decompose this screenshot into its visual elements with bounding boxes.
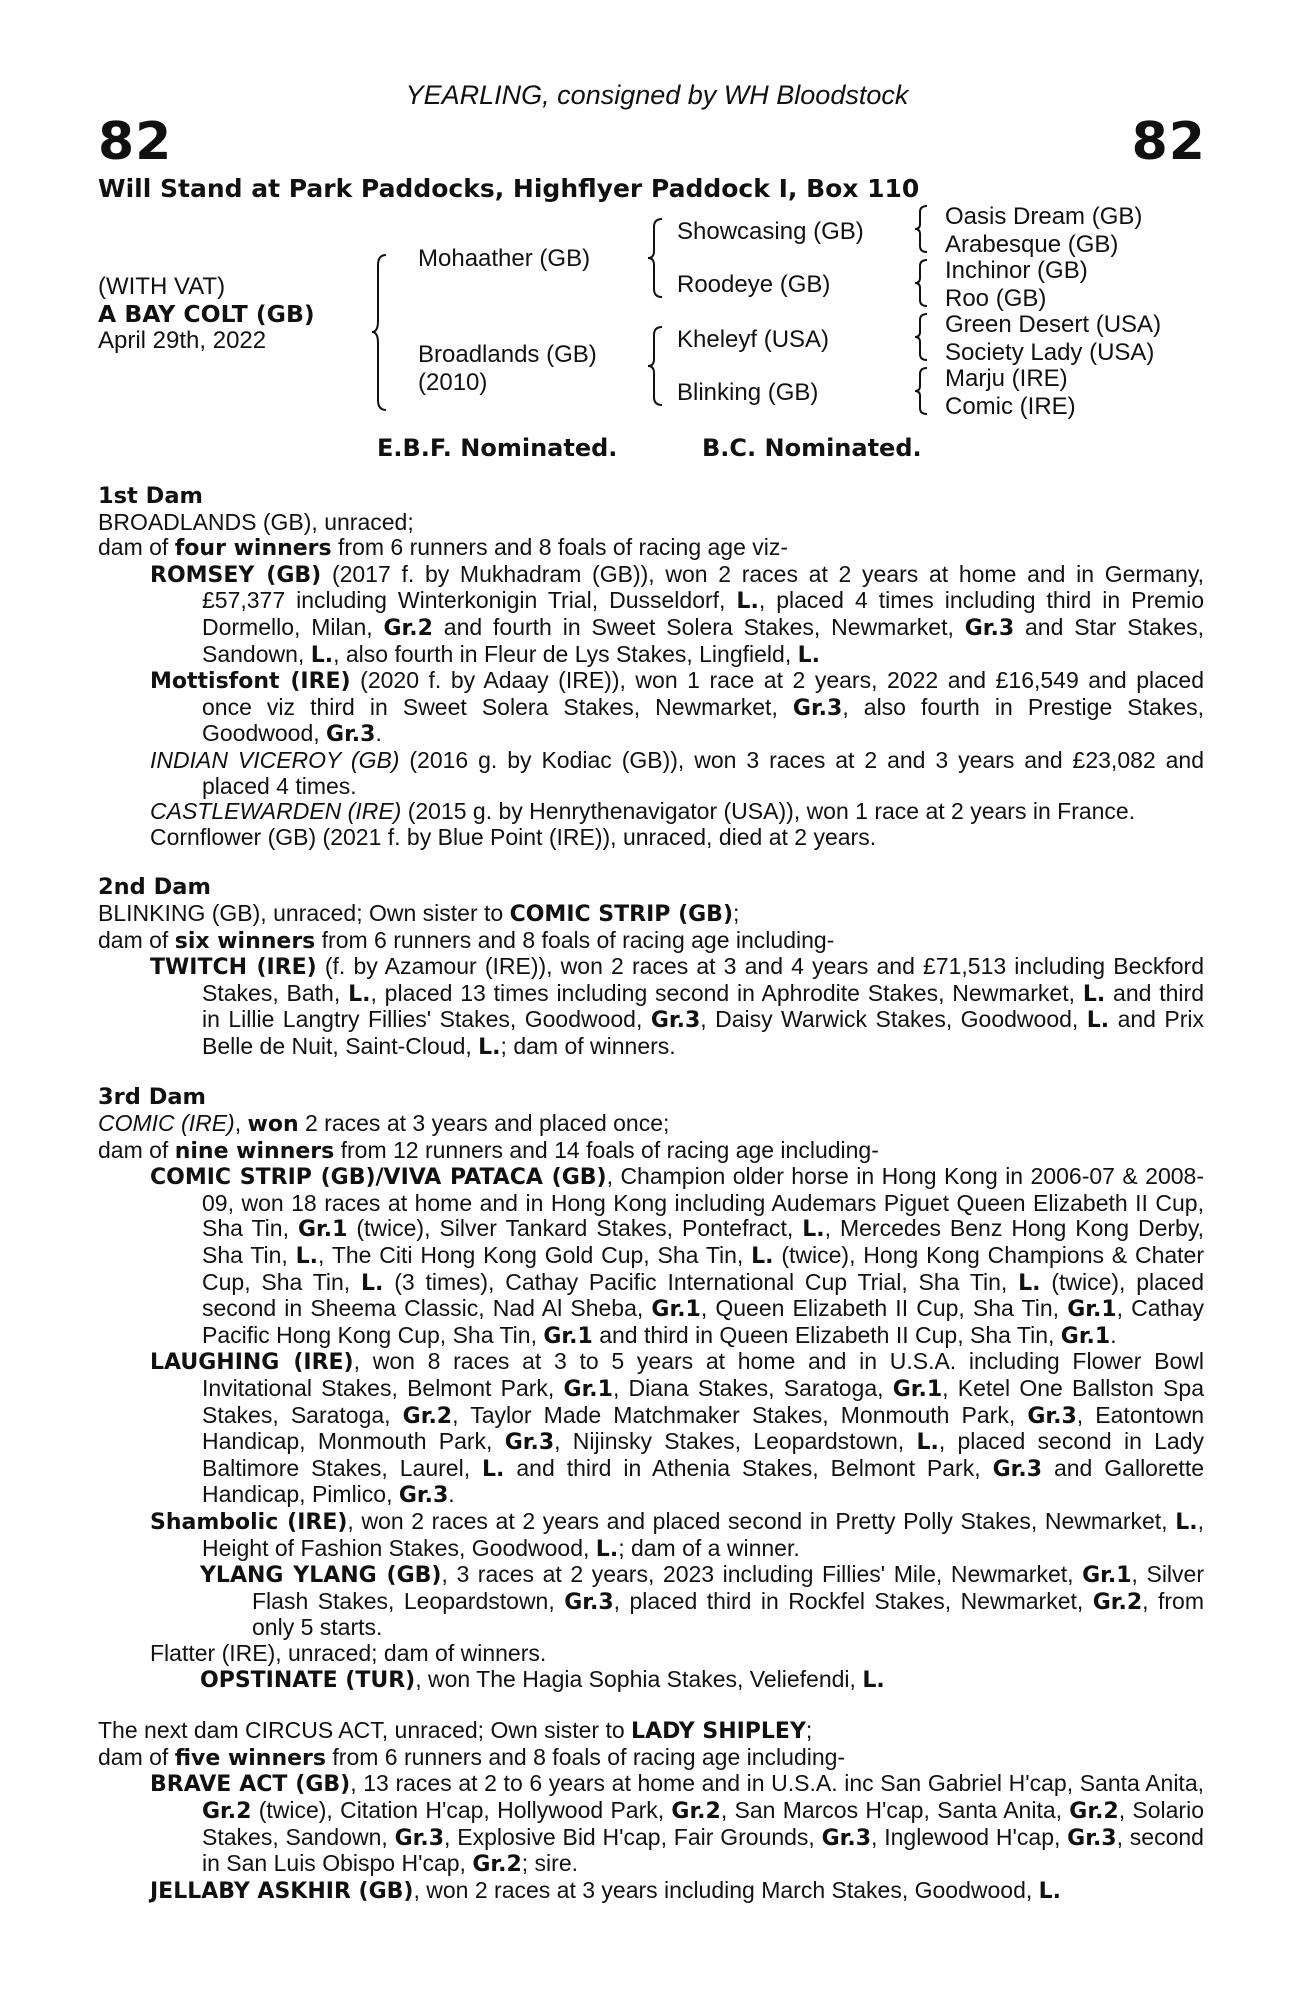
lot-number-left: 82 (98, 112, 173, 172)
text: , 13 races at 2 to 6 years at home and in U.S.A. inc San Gabriel H'cap, Santa Anita, (350, 1770, 1204, 1797)
second-dam-line1 (98, 901, 1204, 928)
text: , 3 races at 2 years, 2023 including Fillies' Mile, Newmarket, (441, 1561, 1083, 1588)
text: , second in San Luis Obispo H'cap, (202, 1823, 1204, 1877)
grade: Gr.1 (1067, 1297, 1117, 1323)
grade: L. (802, 1217, 825, 1243)
third-dam-heading: 3rd Dam (98, 1084, 206, 1111)
text: (f. by Azamour (IRE)), won 2 races at 3 and 4 years and £71,513 including Beckford Stakes, Bath, (202, 953, 1205, 1006)
horse-name: ROMSEY (GB) (150, 562, 322, 588)
text: ; (805, 1717, 813, 1744)
bracket-g4 (915, 368, 931, 414)
text: , Queen Elizabeth II Cup, Sha Tin, (700, 1295, 1068, 1322)
text: , Cathay Pacific Hong Kong Cup, Sha Tin, (202, 1295, 1205, 1348)
produce-entry (150, 1771, 1204, 1877)
text: dam of (98, 926, 175, 953)
bracket-g1 (915, 206, 931, 252)
text: (twice), Silver Tankard Stakes, Pontefract, (347, 1215, 803, 1242)
text: from 12 runners and 14 foals of racing age including- (334, 1136, 879, 1163)
text: , Taylor Made Matchmaker Stakes, Monmouth Park, (452, 1401, 1028, 1428)
grand-produce-entry (200, 1562, 1204, 1641)
grade: L. (797, 642, 820, 668)
grade: Gr.3 (394, 1825, 445, 1851)
text: (twice), Hong Kong Champions & Chater Cup, Sha Tin, (202, 1242, 1205, 1295)
text: , placed 4 times including third in Premio Dormello, Milan, (202, 587, 1204, 640)
third-dam-line1 (98, 1111, 1204, 1138)
text: from 6 runners and 8 foals of racing age including- (326, 1743, 846, 1770)
horse-name: OPSTINATE (TUR) (200, 1667, 416, 1693)
second-dam-section (98, 875, 1204, 1060)
grade: L. (595, 1536, 619, 1562)
text: (3 times), Cathay Pacific International Cup Trial, Sha Tin, (383, 1268, 1019, 1295)
grade: L. (916, 1430, 939, 1456)
catalogue-body (98, 484, 1204, 1904)
horse-name: JELLABY ASKHIR (GB) (150, 1878, 414, 1904)
produce-entry (150, 748, 1204, 799)
grade: Gr.3 (1067, 1825, 1117, 1851)
grade: L. (295, 1244, 319, 1270)
text: , Mercedes Benz Hong Kong Derby, Sha Tin, (202, 1215, 1204, 1269)
gg-arabesque: Arabesque (GB) (945, 231, 1119, 258)
text: , Inglewood H'cap, (871, 1823, 1068, 1850)
produce-entry (150, 954, 1204, 1060)
horse-name: A BAY COLT (GB) (98, 300, 315, 328)
text: , (234, 1110, 248, 1137)
grade: Gr.1 (297, 1217, 348, 1243)
gg-society-lady: Society Lady (USA) (945, 339, 1155, 366)
gg-marju: Marju (IRE) (945, 365, 1068, 392)
grade: L. (482, 1456, 505, 1482)
won-label: won (247, 1112, 299, 1138)
horse-name: Mottisfont (IRE) (150, 669, 351, 695)
dam: Broadlands (GB) (418, 341, 597, 368)
text: , won 2 races at 3 years including March Stakes, Goodwood, (413, 1876, 1039, 1903)
produce-entry (150, 1164, 1204, 1349)
text: , Ketel One Ballston Spa Stakes, Saratoga, (202, 1375, 1204, 1428)
grade: L. (1086, 1008, 1110, 1034)
gg-comic: Comic (IRE) (945, 393, 1076, 420)
sire-sire: Showcasing (GB) (677, 218, 864, 245)
text: . (1110, 1321, 1117, 1348)
sire: Mohaather (GB) (418, 245, 591, 272)
horse-name: INDIAN VICEROY (GB) (150, 746, 400, 773)
grade: Gr.1 (1060, 1323, 1111, 1349)
text: and Star Stakes, Sandown, (202, 613, 1204, 667)
text: , placed 13 times including second in Aphrodite Stakes, Newmarket, (370, 979, 1083, 1006)
text: and Prix Belle de Nuit, Saint-Cloud, (202, 1006, 1204, 1059)
text: and fourth in Sweet Solera Stakes, Newmarket, (432, 613, 965, 640)
winners-count: six winners (174, 928, 316, 954)
gg-oasis-dream: Oasis Dream (GB) (945, 203, 1143, 230)
text: dam of (98, 1136, 175, 1163)
text: 2 races at 3 years and placed once; (298, 1110, 670, 1137)
sibling-name: COMIC STRIP (GB) (509, 901, 734, 927)
sire-dam: Roodeye (GB) (677, 271, 831, 298)
grade: Gr.1 (563, 1377, 613, 1402)
ebf-nomination: E.B.F. Nominated. (377, 434, 618, 462)
grade: Gr.2 (1092, 1589, 1143, 1615)
text: and Gallorette Handicap, Pimlico, (202, 1454, 1204, 1508)
next-dam-line1 (98, 1718, 1204, 1745)
grade: Gr.2 (402, 1403, 453, 1429)
grade: L. (348, 981, 371, 1007)
grade: L. (310, 642, 334, 668)
grade: Gr.2 (383, 615, 433, 641)
text: ; (733, 899, 740, 926)
produce-entry: Flatter (IRE), unraced; dam of winners. (150, 1639, 547, 1666)
consignment-line: YEARLING, consigned by WH Bloodstock (405, 80, 909, 110)
text: (twice), Citation H'cap, Hollywood Park, (251, 1796, 672, 1823)
text: , won 8 races at 3 to 5 years at home and in U.S.A. including Flower Bowl Invitational Stakes, Belmont Park, (202, 1348, 1204, 1401)
dam-name: COMIC (IRE) (98, 1110, 235, 1137)
text: , won 2 races at 2 years and placed second in Pretty Polly Stakes, Newmarket, (347, 1507, 1176, 1534)
horse-name: TWITCH (IRE) (150, 955, 317, 981)
first-dam-line2 (98, 535, 1204, 562)
text: and third in Queen Elizabeth II Cup, Sha Tin, (592, 1321, 1061, 1348)
text: , San Marcos H'cap, Santa Anita, (720, 1796, 1070, 1823)
text: . (375, 720, 382, 747)
text: . (448, 1481, 455, 1508)
text: (2020 f. by Adaay (IRE)), won 1 race at 2 years, 2022 and £16,549 and placed once viz third in Sweet Solera Stakes, Newmarket, (202, 667, 1204, 720)
text: (2016 g. by Kodiac (GB)), won 3 races at 2 and 3 years and £23,082 and placed 4 times. (202, 746, 1204, 799)
grade: L. (1082, 981, 1106, 1007)
bc-nomination: B.C. Nominated. (702, 434, 922, 462)
third-dam-line2 (98, 1138, 1204, 1165)
text: ; sire. (521, 1850, 578, 1877)
produce-entry (150, 799, 1204, 825)
text: , Nijinsky Stakes, Leopardstown, (554, 1428, 917, 1455)
text: , Height of Fashion Stakes, Goodwood, (202, 1507, 1204, 1561)
text: BLINKING (GB), unraced; Own sister to (98, 899, 510, 926)
dam-year: (2010) (418, 369, 488, 396)
horse-name: CASTLEWARDEN (IRE) (150, 798, 402, 825)
second-dam-heading: 2nd Dam (98, 874, 211, 901)
text: (2015 g. by Henrythenavigator (USA)), won 1 race at 2 years in France. (401, 798, 1136, 825)
text: , Champion older horse in Hong Kong in 2006-07 & 2008-09, won 18 races at home and in Hong Kong including Audemars Piguet Queen Elizabeth II Cup, Sha Tin, (202, 1163, 1204, 1242)
horse-name: BRAVE ACT (GB) (150, 1772, 351, 1798)
bracket-dam (648, 327, 668, 405)
text: from 6 runners and 8 foals of racing age viz- (331, 534, 789, 561)
gg-green-desert: Green Desert (USA) (945, 311, 1162, 338)
grade: Gr.3 (504, 1430, 555, 1456)
bracket-g3 (915, 314, 931, 360)
winners-count: four winners (174, 536, 332, 562)
first-dam-line1: BROADLANDS (GB), unraced; (98, 508, 414, 535)
grade: L. (1038, 1878, 1062, 1904)
grade: Gr.3 (1027, 1403, 1077, 1429)
grade: Gr.3 (650, 1008, 701, 1034)
grade: Gr.2 (472, 1852, 522, 1878)
grade: L. (1018, 1270, 1041, 1296)
produce-entry (150, 1878, 1204, 1905)
text: , Daisy Warwick Stakes, Goodwood, (700, 1006, 1087, 1033)
winners-count: five winners (174, 1745, 327, 1771)
next-dam-line2 (98, 1745, 1204, 1772)
lot-number-right: 82 (1131, 112, 1206, 172)
grade: L. (751, 1244, 774, 1270)
first-dam-heading: 1st Dam (98, 483, 203, 509)
dam-sire: Kheleyf (USA) (677, 326, 830, 353)
produce-entry (150, 668, 1204, 748)
grade: L. (862, 1667, 885, 1693)
text: from 6 runners and 8 foals of racing age including- (315, 926, 835, 953)
grade: L. (1175, 1509, 1198, 1535)
produce-entry: Cornflower (GB) (2021 f. by Blue Point (IRE)), unraced, died at 2 years. (150, 823, 877, 850)
text: , placed third in Rockfel Stakes, Newmarket, (613, 1587, 1093, 1614)
text: , Solario Stakes, Sandown, (202, 1796, 1204, 1850)
text: (2017 f. by Mukhadram (GB)), won 2 races at 2 years at home and in Germany, £57,377 including Winterkonigin Trial, Dusseldorf, (202, 560, 1205, 614)
text: , Eatontown Handicap, Monmouth Park, (202, 1401, 1204, 1455)
bracket-g2 (915, 260, 931, 306)
horse-dob: April 29th, 2022 (98, 327, 267, 354)
horse-name: LAUGHING (IRE) (150, 1350, 354, 1376)
horse-name: COMIC STRIP (GB)/VIVA PATACA (GB) (150, 1165, 607, 1191)
text: , also fourth in Prestige Stakes, Goodwood, (202, 693, 1204, 747)
produce-entry (150, 1509, 1204, 1562)
grade: Gr.3 (821, 1825, 872, 1851)
text: and third in Lillie Langtry Fillies' Stakes, Goodwood, (202, 979, 1204, 1033)
text: , Diana Stakes, Saratoga, (612, 1375, 893, 1401)
grade: Gr.3 (992, 1456, 1042, 1482)
grade: L. (478, 1034, 501, 1060)
grade: L. (361, 1270, 384, 1296)
grade: Gr.1 (651, 1297, 701, 1323)
grade: Gr.2 (1069, 1798, 1119, 1824)
text: and third in Athenia Stakes, Belmont Park, (504, 1454, 993, 1481)
first-dam-section (98, 484, 1204, 850)
text: , also fourth in Fleur de Lys Stakes, Lingfield, (333, 640, 798, 667)
grade: L. (736, 589, 759, 615)
grade: Gr.2 (671, 1798, 721, 1824)
produce-entry (150, 1349, 1204, 1509)
text: (twice), placed second in Sheema Classic, Nad Al Sheba, (202, 1268, 1205, 1322)
text: , Explosive Bid H'cap, Fair Grounds, (444, 1823, 822, 1850)
winners-count: nine winners (174, 1138, 335, 1164)
grade: Gr.3 (398, 1483, 449, 1509)
gg-inchinor: Inchinor (GB) (945, 257, 1088, 284)
grade: Gr.1 (543, 1323, 593, 1349)
grade: Gr.3 (564, 1589, 614, 1615)
grade: Gr.2 (202, 1798, 252, 1824)
horse-name: Shambolic (IRE) (150, 1509, 348, 1535)
grand-produce-entry (200, 1667, 1204, 1694)
next-dam-section (98, 1718, 1204, 1904)
grade: Gr.3 (326, 722, 376, 748)
grade: Gr.3 (964, 615, 1015, 641)
text: , The Citi Hong Kong Gold Cup, Sha Tin, (318, 1242, 752, 1269)
text: , won The Hagia Sophia Stakes, Veliefendi, (415, 1665, 863, 1692)
grade: Gr.1 (1082, 1563, 1132, 1589)
gg-roo: Roo (GB) (945, 285, 1047, 312)
third-dam-section (98, 1085, 1204, 1693)
grade: Gr.1 (892, 1377, 943, 1402)
text: dam of (98, 1743, 175, 1770)
dam-dam: Blinking (GB) (677, 379, 819, 406)
text: dam of (98, 534, 175, 561)
bracket-horse (372, 255, 392, 410)
text: The next dam CIRCUS ACT, unraced; Own sister to (98, 1717, 632, 1744)
bracket-sire (648, 219, 668, 297)
text: , placed second in Lady Baltimore Stakes, Laurel, (202, 1428, 1204, 1481)
text: ; dam of a winner. (618, 1534, 800, 1561)
vat-label: (WITH VAT) (98, 273, 226, 300)
text: , Silver Flash Stakes, Leopardstown, (252, 1561, 1204, 1614)
sibling-name: LADY SHIPLEY (631, 1719, 806, 1745)
text: ; dam of winners. (500, 1032, 676, 1059)
stand-location: Will Stand at Park Paddocks, Highflyer Paddock I, Box 110 (98, 174, 920, 203)
text: , from only 5 starts. (252, 1587, 1205, 1641)
horse-name: YLANG YLANG (GB) (200, 1563, 442, 1589)
second-dam-line2 (98, 928, 1204, 955)
produce-entry (150, 562, 1204, 668)
grade: Gr.3 (792, 695, 843, 721)
